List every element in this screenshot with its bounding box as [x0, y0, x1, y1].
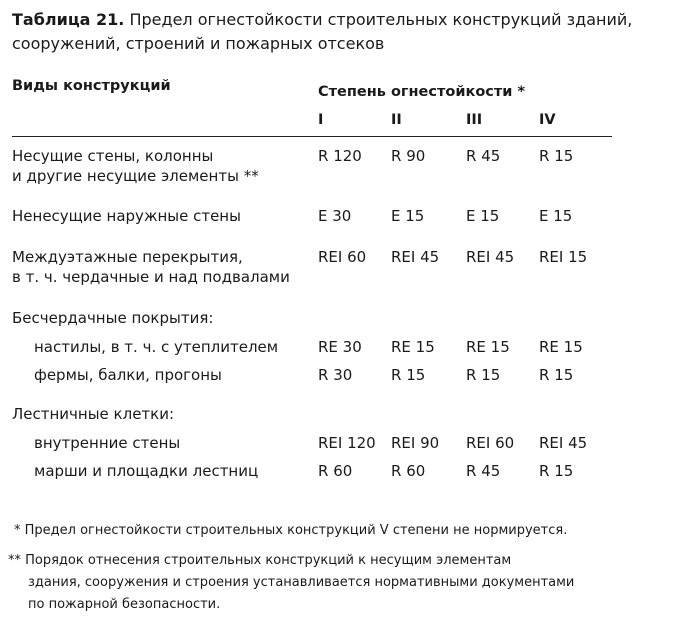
row-value: RE 15 [466, 338, 510, 356]
row-value: REI 45 [466, 248, 515, 266]
row-value: RE 15 [539, 338, 583, 356]
row-value: R 15 [539, 147, 574, 165]
row-label: Ненесущие наружные стены [12, 207, 241, 225]
row-value: REI 15 [539, 248, 588, 266]
row-label: фермы, балки, прогоны [34, 366, 222, 384]
row-value: E 30 [318, 207, 352, 225]
col-header-iv: IV [539, 112, 556, 128]
header-divider [12, 136, 612, 137]
row-label: настилы, в т. ч. с утеплителем [34, 338, 279, 356]
table-caption [12, 8, 692, 56]
row-value: R 30 [318, 366, 353, 384]
row-label: внутренние стены [34, 434, 181, 452]
caption-label: Таблица 21. [12, 10, 125, 29]
row-value: R 15 [539, 462, 574, 480]
row-value: E 15 [391, 207, 425, 225]
row-value: R 15 [466, 366, 501, 384]
row-value: REI 45 [391, 248, 440, 266]
caption-line-2: сооружений, строений и пожарных отсеков [12, 34, 385, 53]
row-value: E 15 [466, 207, 500, 225]
row-value: RE 15 [391, 338, 435, 356]
group-heading: Лестничные клетки: [12, 405, 175, 423]
row-label: Междуэтажные перекрытия, [12, 248, 243, 266]
caption-line-1: Предел огнестойкости строительных конструкций зданий, [129, 10, 633, 29]
row-value: R 15 [539, 366, 574, 384]
footnote-2-line-2: здания, сооружения и строения устанавливается нормативными документами [28, 575, 575, 590]
row-value: R 45 [466, 462, 501, 480]
row-value: R 60 [391, 462, 426, 480]
footnote-2-line-3: по пожарной безопасности. [28, 597, 221, 612]
row-value: REI 90 [391, 434, 440, 452]
row-value: R 90 [391, 147, 426, 165]
row-value: E 15 [539, 207, 573, 225]
header-fire-resistance-degree: Степень огнестойкости * [318, 84, 526, 100]
row-value: R 120 [318, 147, 362, 165]
row-value: REI 60 [466, 434, 515, 452]
footnote-2-line-1: ** Порядок отнесения строительных конструкций к несущим элементам [8, 553, 512, 568]
row-label: марши и площадки лестниц [34, 462, 259, 480]
header-construction-types: Виды конструкций [12, 78, 171, 94]
col-header-iii: III [466, 112, 483, 128]
col-header-i: I [318, 112, 324, 128]
row-label: и другие несущие элементы ** [12, 167, 259, 185]
row-value: R 45 [466, 147, 501, 165]
row-value: RE 30 [318, 338, 362, 356]
row-value: R 60 [318, 462, 353, 480]
row-value: REI 60 [318, 248, 367, 266]
row-label: в т. ч. чердачные и над подвалами [12, 268, 290, 286]
row-label: Несущие стены, колонны [12, 147, 214, 165]
row-value: REI 45 [539, 434, 588, 452]
footnote-1: * Предел огнестойкости строительных конструкций V степени не нормируется. [14, 523, 568, 538]
group-heading: Бесчердачные покрытия: [12, 309, 214, 327]
row-value: R 15 [391, 366, 426, 384]
row-value: REI 120 [318, 434, 376, 452]
col-header-ii: II [391, 112, 402, 128]
